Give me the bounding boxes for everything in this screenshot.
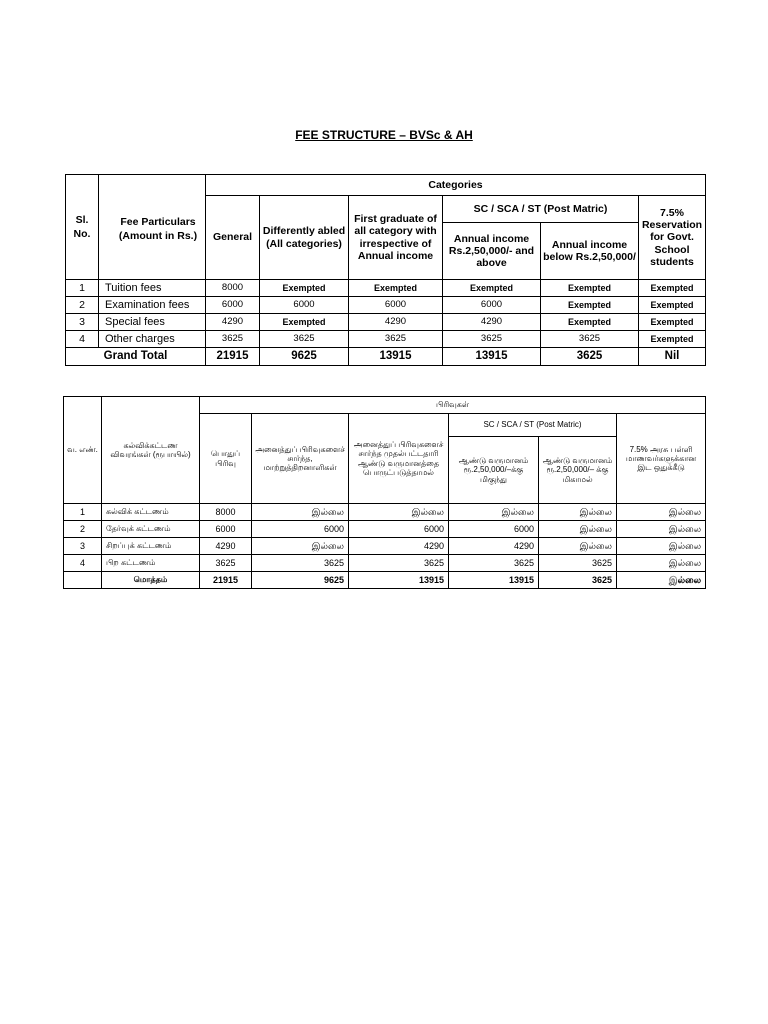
grand-total-label: Grand Total <box>66 348 206 366</box>
table-row: 1 Tuition fees 8000 Exempted Exempted Exempted Exempted Exempted <box>66 280 706 297</box>
differently-abled-header: Differently abled (All categories) <box>260 196 349 280</box>
table-row: 1 கல்விக் கட்டணம் 8000 இல்லை இல்லை இல்லை இல்லை இல்லை <box>64 504 706 521</box>
first-graduate-header: First graduate of all category with irrespective of Annual income <box>349 196 443 280</box>
tamil-income-above-header: ஆண்டு வருமானம் ரூ.2,50,000/–க்கு மிகுந்து <box>449 437 539 504</box>
general-header: General <box>206 196 260 280</box>
fee-particulars-header: Fee Particulars (Amount in Rs.) <box>118 216 198 242</box>
tamil-grand-total-row: மொத்தம் 21915 9625 13915 13915 3625 இல்லை <box>64 572 706 589</box>
tamil-general-header: பொதுப் பிரிவு <box>200 414 252 504</box>
tamil-fee-table <box>63 396 706 589</box>
table-row: 3 சிறப்புக் கட்டணம் 4290 இல்லை 4290 4290 இல்லை இல்லை <box>64 538 706 555</box>
english-fee-table <box>65 174 706 366</box>
tamil-reservation-header: 7.5% அரசு பள்ளி மாணவர்களுக்கான இட ஒதுக்கீடு <box>617 414 706 504</box>
income-above-header: Annual income Rs.2,50,000/- and above <box>443 223 541 280</box>
table-row: 4 பிற கட்டணம் 3625 3625 3625 3625 3625 இல்லை <box>64 555 706 572</box>
table-row: 4 Other charges 3625 3625 3625 3625 3625 Exempted <box>66 331 706 348</box>
sc-sca-st-header: SC / SCA / ST (Post Matric) <box>443 196 639 223</box>
reservation-header: 7.5% Reservation for Govt. School students <box>639 196 706 280</box>
table-row: 3 Special fees 4290 Exempted 4290 4290 Exempted Exempted <box>66 314 706 331</box>
table-row: 2 தேர்வுக் கட்டணம் 6000 6000 6000 6000 இல்லை இல்லை <box>64 521 706 538</box>
sl-no-header: Sl. No. <box>73 214 91 240</box>
grand-total-row: Grand Total 21915 9625 13915 13915 3625 Nil <box>66 348 706 366</box>
categories-header: Categories <box>206 175 706 196</box>
tamil-sc-sca-st-header: SC / SCA / ST (Post Matric) <box>449 414 617 437</box>
tamil-income-below-header: ஆண்டு வருமானம் ரூ.2,50,000/– க்கு மிகாமல் <box>539 437 617 504</box>
tamil-differently-abled-header: அனைத்துப் பிரிவுகளைச் சார்ந்த, மாற்றுத்திறனாளிகள் <box>252 414 349 504</box>
table-row: 2 Examination fees 6000 6000 6000 6000 Exempted Exempted <box>66 297 706 314</box>
tamil-first-graduate-header: அனைத்துப் பிரிவுகளைச் சார்ந்த முதல்பட்டதாரி ஆண்டு வருமானத்தை பொருட்படுத்தாமல் <box>349 414 449 504</box>
tamil-categories-header: பிரிவுகள் <box>200 397 706 414</box>
tamil-grand-total-label: மொத்தம் <box>102 572 200 589</box>
tamil-fee-particulars-header: கல்விக்கட்டண விவரங்கள் (ரூபாயில்) <box>102 397 200 504</box>
document-title: FEE STRUCTURE – BVSc & AH <box>295 128 473 142</box>
income-below-header: Annual income below Rs.2,50,000/ <box>541 223 639 280</box>
tamil-sl-no-header: வ. எண். <box>64 397 102 504</box>
